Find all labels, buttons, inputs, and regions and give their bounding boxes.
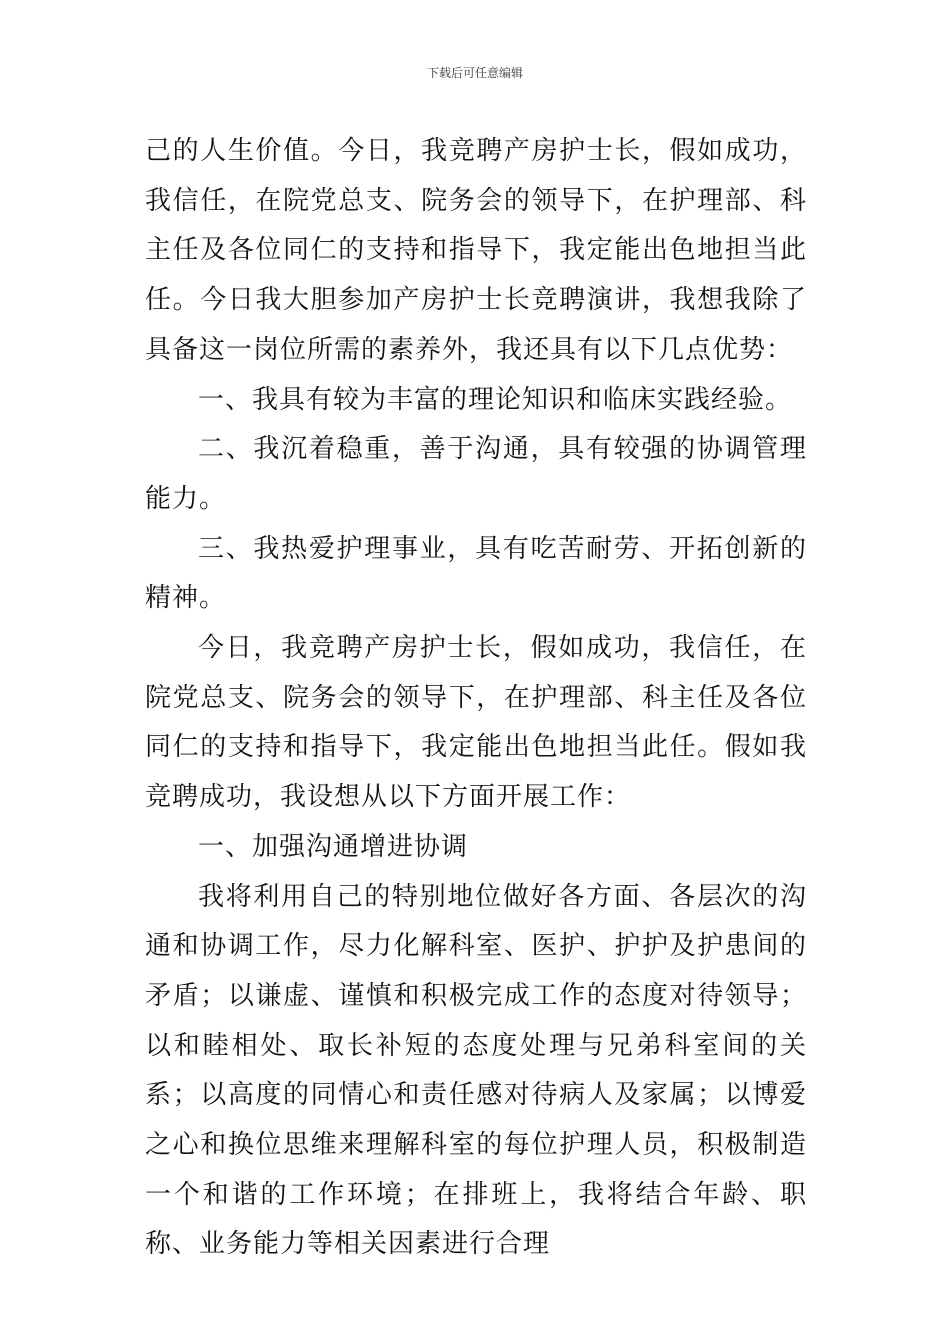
paragraph-1: 己的人生价值。今日，我竞聘产房护士长，假如成功，我信任，在院党总支、院务会的领导下，在护理部、科主任及各位同仁的支持和指导下，我定能出色地担当此任。今日我大胆参加产房护士长竞聘演讲，我想我除了具备这一岗位所需的素养外，我还具有以下几点优势： (145, 136, 807, 365)
paragraph-2: 一、我具有较为丰富的理论知识和临床实践经验。 (198, 384, 793, 415)
section-heading-1: 一、加强沟通增进协调 (198, 831, 469, 862)
paragraph-5: 今日，我竞聘产房护士长，假如成功，我信任，在院党总支、院务会的领导下，在护理部、科主任及各位同仁的支持和指导下，我定能出色地担当此任。假如我竞聘成功，我设想从以下方面开展工作： (145, 633, 807, 813)
paragraph-3: 二、我沉着稳重，善于沟通，具有较强的协调管理能力。 (145, 434, 807, 514)
document-body (145, 127, 807, 1270)
page-header-note: 下载后可任意编辑 (426, 66, 523, 80)
paragraph-6: 我将利用自己的特别地位做好各方面、各层次的沟通和协调工作，尽力化解科室、医护、护护及护患间的矛盾；以谦虚、谨慎和积极完成工作的态度对待领导；以和睦相处、取长补短的态度处理与兄弟科室间的关系；以高度的同情心和责任感对待病人及家属；以博爱之心和换位思维来理解科室的每位护理人员，积极制造一个和谐的工作环境；在排班上，我将结合年龄、职称、业务能力等相关因素进行合理 (145, 881, 807, 1260)
paragraph-4: 三、我热爱护理事业，具有吃苦耐劳、开拓创新的精神。 (145, 533, 807, 614)
